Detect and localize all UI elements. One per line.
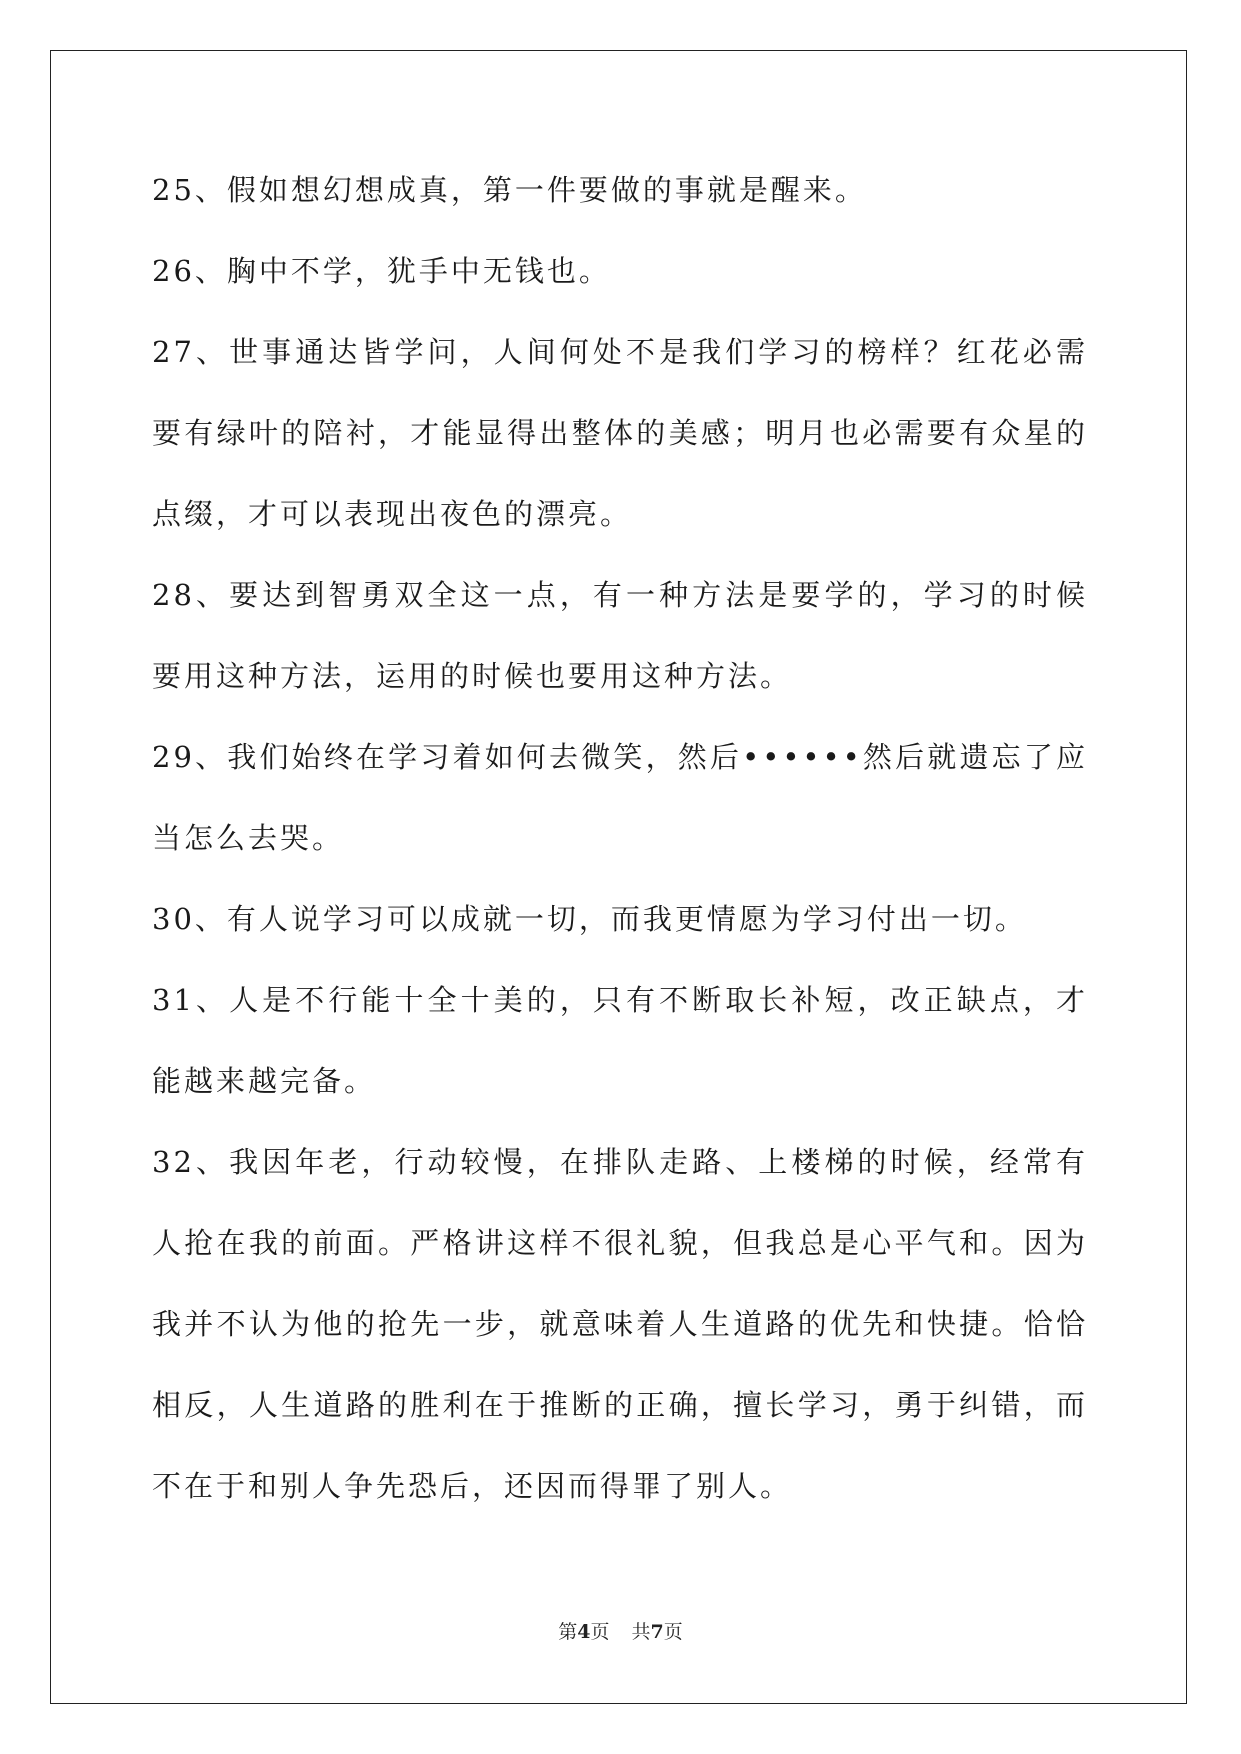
item-number: 27、 bbox=[152, 335, 230, 369]
total-suffix: 页 bbox=[663, 1621, 683, 1643]
item-text: 我因年老，行动较慢，在排队走路、上楼梯的时候，经常有人抢在我的前面。严格讲这样不很礼貌，但我总是心平气和。因为我并不认为他的抢先一步，就意味着人生道路的优先和快捷。恰恰相反，人生道路的胜利在于推断的正确，擅长学习，勇于纠错，而不在于和别人争先恐后，还因而得罪了别人。 bbox=[152, 1145, 1088, 1503]
item-number: 32、 bbox=[152, 1145, 230, 1179]
item-text: 人是不行能十全十美的，只有不断取长补短，改正缺点，才能越来越完备。 bbox=[152, 983, 1088, 1098]
item-text: 假如想幻想成真，第一件要做的事就是醒来。 bbox=[226, 173, 867, 207]
list-item bbox=[152, 231, 1088, 312]
list-item bbox=[152, 960, 1088, 1122]
page-total: 7 bbox=[650, 1621, 664, 1643]
list-item bbox=[152, 717, 1088, 879]
item-number: 31、 bbox=[152, 983, 230, 1017]
item-text: 我们始终在学习着如何去微笑，然后••••••然后就遗忘了应当怎么去哭。 bbox=[152, 740, 1088, 855]
item-number: 25、 bbox=[152, 173, 227, 207]
item-text: 世事通达皆学问，人间何处不是我们学习的榜样？红花必需要有绿叶的陪衬，才能显得出整体的美感；明月也必需要有众星的点缀，才可以表现出夜色的漂亮。 bbox=[152, 335, 1088, 531]
list-item bbox=[152, 1122, 1088, 1527]
page-suffix: 页 bbox=[590, 1621, 610, 1643]
item-number: 30、 bbox=[152, 902, 227, 936]
list-item bbox=[152, 555, 1088, 717]
page-prefix: 第 bbox=[558, 1621, 578, 1643]
item-number: 28、 bbox=[152, 578, 230, 612]
item-number: 26、 bbox=[152, 254, 227, 288]
list-item bbox=[152, 879, 1088, 960]
page-current: 4 bbox=[577, 1621, 591, 1643]
item-text: 胸中不学，犹手中无钱也。 bbox=[226, 254, 611, 288]
list-item bbox=[152, 312, 1088, 555]
document-body bbox=[152, 150, 1088, 1527]
page-footer bbox=[0, 1617, 1241, 1644]
list-item bbox=[152, 150, 1088, 231]
item-number: 29、 bbox=[152, 740, 228, 774]
item-text: 要达到智勇双全这一点，有一种方法是要学的，学习的时候要用这种方法，运用的时候也要用这种方法。 bbox=[152, 578, 1088, 693]
total-prefix: 共 bbox=[631, 1621, 651, 1643]
item-text: 有人说学习可以成就一切，而我更情愿为学习付出一切。 bbox=[226, 902, 1027, 936]
